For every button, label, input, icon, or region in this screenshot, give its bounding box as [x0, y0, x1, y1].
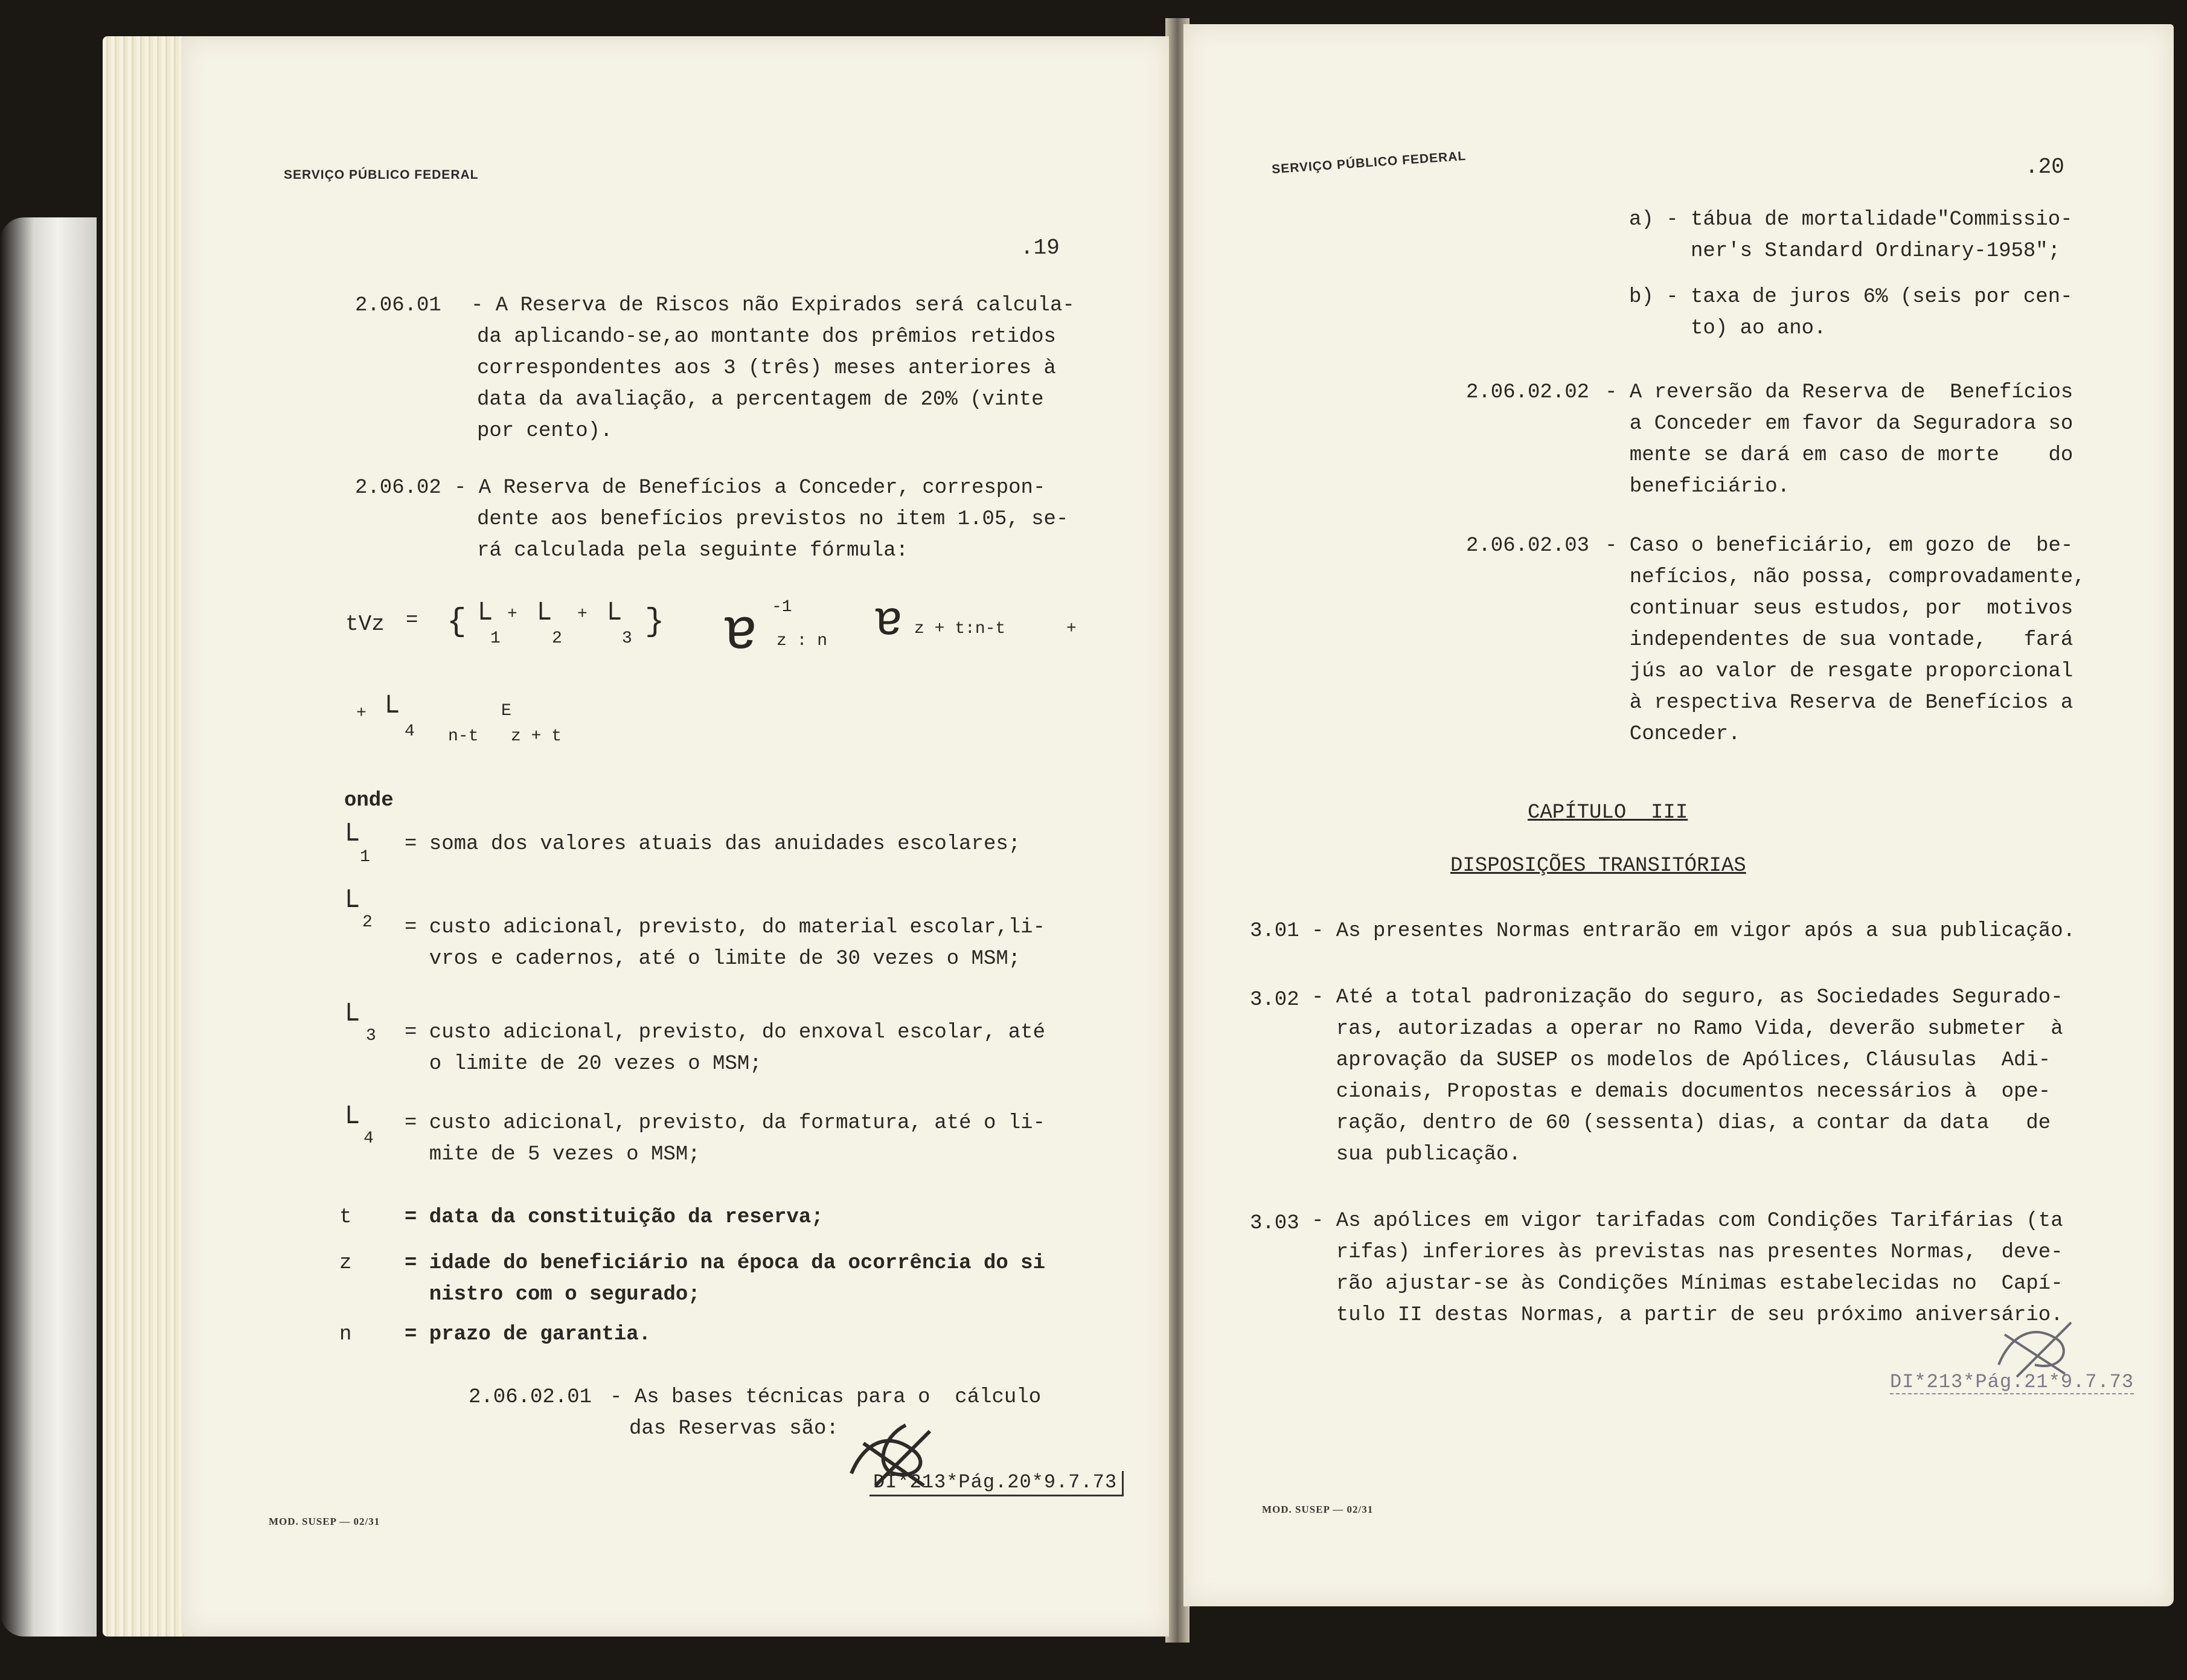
definition-line: = custo adicional, previsto, do enxoval escolar, até — [405, 1021, 1045, 1044]
paragraph-line: - Caso o beneficiário, em gozo de be- — [1605, 534, 2073, 557]
school-symbol-icon: └ — [379, 695, 399, 731]
formula-subscript: n-t — [448, 727, 479, 746]
page-header: SERVIÇO PÚBLICO FEDERAL — [1271, 149, 1467, 177]
formula-lhs: tVz — [345, 612, 385, 636]
right-page — [1183, 24, 2174, 1606]
formula-subscript: z + t:n-t — [914, 620, 1006, 638]
paragraph-line: dente aos benefícios previstos no item 1.05, se- — [477, 508, 1069, 531]
school-symbol-icon: └ — [339, 890, 359, 925]
variable-definition: = idade do beneficiário na época da ocorrência do si — [405, 1252, 1045, 1275]
school-symbol-icon: └ — [339, 823, 359, 859]
variable-definition: = prazo de garantia. — [405, 1323, 652, 1346]
formula-subscript: 1 — [490, 629, 501, 648]
paragraph-line: correspondentes aos 3 (três) meses anteriores à — [477, 357, 1056, 380]
page-header: SERVIÇO PÚBLICO FEDERAL — [284, 168, 479, 182]
paragraph-line: ração, dentro de 60 (sessenta) dias, a contar da data de — [1311, 1112, 2051, 1135]
paragraph-line: por cento). — [477, 420, 613, 443]
item-number: 3.03 — [1250, 1212, 1299, 1235]
form-footer: MOD. SUSEP — 02/31 — [269, 1516, 380, 1527]
variable-definition: = data da constituição da reserva; — [405, 1206, 824, 1229]
definition-line: = custo adicional, previsto, do material escolar,li- — [405, 916, 1045, 939]
annuity-symbol-icon: ɐ — [723, 600, 758, 665]
paragraph-line: - A Reserva de Benefícios a Conceder, correspon- — [454, 476, 1046, 499]
annuity-symbol-icon: ɐ — [874, 594, 904, 649]
list-line: a) - tábua de mortalidade"Commissio- — [1629, 208, 2073, 231]
page-stamp: DI*213*Pág.21*9.7.73 — [1890, 1371, 2134, 1393]
school-symbol-icon: └ — [472, 602, 492, 638]
variable-definition: nistro com o segurado; — [405, 1283, 700, 1306]
page-stack — [103, 36, 193, 1637]
paragraph-line: rá calculada pela seguinte fórmula: — [477, 539, 909, 562]
item-number: 3.02 — [1250, 989, 1299, 1012]
paragraph-line: a Conceder em favor da Seguradora so — [1605, 412, 2073, 435]
paragraph-line: - A reversão da Reserva de Benefícios — [1605, 381, 2073, 404]
symbol-subscript: 2 — [362, 913, 373, 932]
formula-E: E — [501, 702, 511, 720]
paragraph-line: Conceder. — [1605, 723, 1741, 746]
paragraph-line: tulo II destas Normas, a partir de seu próximo aniversário. — [1311, 1304, 2063, 1327]
paragraph-line: - As bases técnicas para o cálculo — [610, 1386, 1042, 1409]
paragraph-line: ras, autorizadas a operar no Ramo Vida, deverão submeter à — [1311, 1018, 2063, 1040]
formula-subscript: z : n — [776, 632, 828, 650]
list-line: to) ao ano. — [1629, 317, 1827, 340]
page-number: .20 — [2025, 155, 2064, 179]
formula-plus: + — [356, 704, 367, 723]
definition-line: = soma dos valores atuais das anuidades escolares; — [405, 833, 1021, 856]
symbol-subscript: 3 — [366, 1027, 376, 1045]
paragraph-line: independentes de sua vontade, fará — [1605, 629, 2073, 652]
variable-symbol: z — [339, 1252, 352, 1275]
page-stamp: DI*213*Pág.20*9.7.73 — [869, 1471, 1124, 1496]
paragraph-line: - A Reserva de Riscos não Expirados será calcula- — [471, 294, 1075, 317]
variable-symbol: n — [339, 1323, 352, 1346]
book-edge — [0, 217, 97, 1637]
formula-superscript: -1 — [772, 598, 792, 617]
formula-subscript: 3 — [622, 629, 632, 648]
paragraph-line: - Até a total padronização do seguro, as Sociedades Segurado- — [1311, 986, 2063, 1009]
item-number: 2.06.02.01 — [469, 1386, 592, 1409]
paragraph-line: das Reservas são: — [629, 1417, 839, 1440]
formula-subscript: 2 — [552, 629, 562, 648]
chapter-title: CAPÍTULO III — [1528, 801, 1688, 824]
paragraph-line: à respectiva Reserva de Benefícios a — [1605, 691, 2073, 714]
paragraph-line: jús ao valor de resgate proporcional — [1605, 660, 2073, 683]
form-footer: MOD. SUSEP — 02/31 — [1262, 1504, 1374, 1515]
item-number: 2.06.02.02 — [1466, 381, 1590, 404]
item-number: 2.06.02.03 — [1466, 534, 1590, 557]
item-number: 2.06.01 — [355, 294, 441, 317]
paragraph-line: continuar seus estudos, por motivos — [1605, 597, 2073, 620]
symbol-subscript: 1 — [360, 848, 370, 867]
school-symbol-icon: └ — [339, 1106, 359, 1141]
paragraph-line: nefícios, não possa, comprovadamente, — [1605, 566, 2086, 589]
paragraph-line: - As apólices em vigor tarifadas com Condições Tarifárias (ta — [1311, 1210, 2063, 1233]
school-symbol-icon: └ — [339, 1003, 359, 1039]
formula-plus: + — [1066, 620, 1077, 638]
paragraph-line: rão ajustar-se às Condições Mínimas estabelecidas no Capí- — [1311, 1272, 2063, 1295]
formula-equals: = — [406, 609, 418, 632]
onde-label: onde — [344, 789, 394, 812]
formula-subscript: z + t — [511, 727, 562, 746]
chapter-subtitle: DISPOSIÇÕES TRANSITÓRIAS — [1450, 854, 1746, 877]
formula-plus: + — [507, 605, 517, 624]
paragraph-line: da aplicando-se,ao montante dos prêmios retidos — [477, 325, 1056, 348]
paragraph-line: cionais, Propostas e demais documentos necessários à ope- — [1311, 1080, 2051, 1103]
item-number: 2.06.02 — [355, 476, 441, 499]
paragraph-line: mente se dará em caso de morte do — [1605, 444, 2073, 467]
item-number: 3.01 — [1250, 920, 1299, 943]
formula-close-brace: } — [645, 604, 665, 641]
definition-line: vros e cadernos, até o limite de 30 vezes o MSM; — [405, 947, 1021, 970]
definition-line: mite de 5 vezes o MSM; — [405, 1143, 700, 1166]
paragraph-line: beneficiário. — [1605, 475, 1790, 498]
page-number: .19 — [1020, 236, 1060, 260]
paragraph-line: - As presentes Normas entrarão em vigor após a sua publicação. — [1311, 920, 2076, 943]
paragraph-line: aprovação da SUSEP os modelos de Apólices, Cláusulas Adi- — [1311, 1049, 2051, 1072]
symbol-subscript: 4 — [363, 1129, 374, 1148]
paragraph-line: rifas) inferiores às previstas nas presentes Normas, deve- — [1311, 1241, 2063, 1264]
left-page — [181, 36, 1169, 1637]
list-line: ner's Standard Ordinary-1958"; — [1629, 240, 2061, 263]
paragraph-line: data da avaliação, a percentagem de 20% (vinte — [477, 388, 1044, 411]
formula-plus: + — [577, 605, 588, 624]
definition-line: o limite de 20 vezes o MSM; — [405, 1053, 762, 1076]
school-symbol-icon: └ — [531, 602, 551, 638]
paragraph-line: sua publicação. — [1311, 1143, 1521, 1166]
definition-line: = custo adicional, previsto, da formatura, até o li- — [405, 1112, 1045, 1135]
variable-symbol: t — [339, 1206, 352, 1229]
formula-open-brace: { — [447, 604, 467, 641]
school-symbol-icon: └ — [601, 602, 621, 638]
list-line: b) - taxa de juros 6% (seis por cen- — [1629, 286, 2073, 309]
formula-subscript: 4 — [405, 722, 415, 741]
